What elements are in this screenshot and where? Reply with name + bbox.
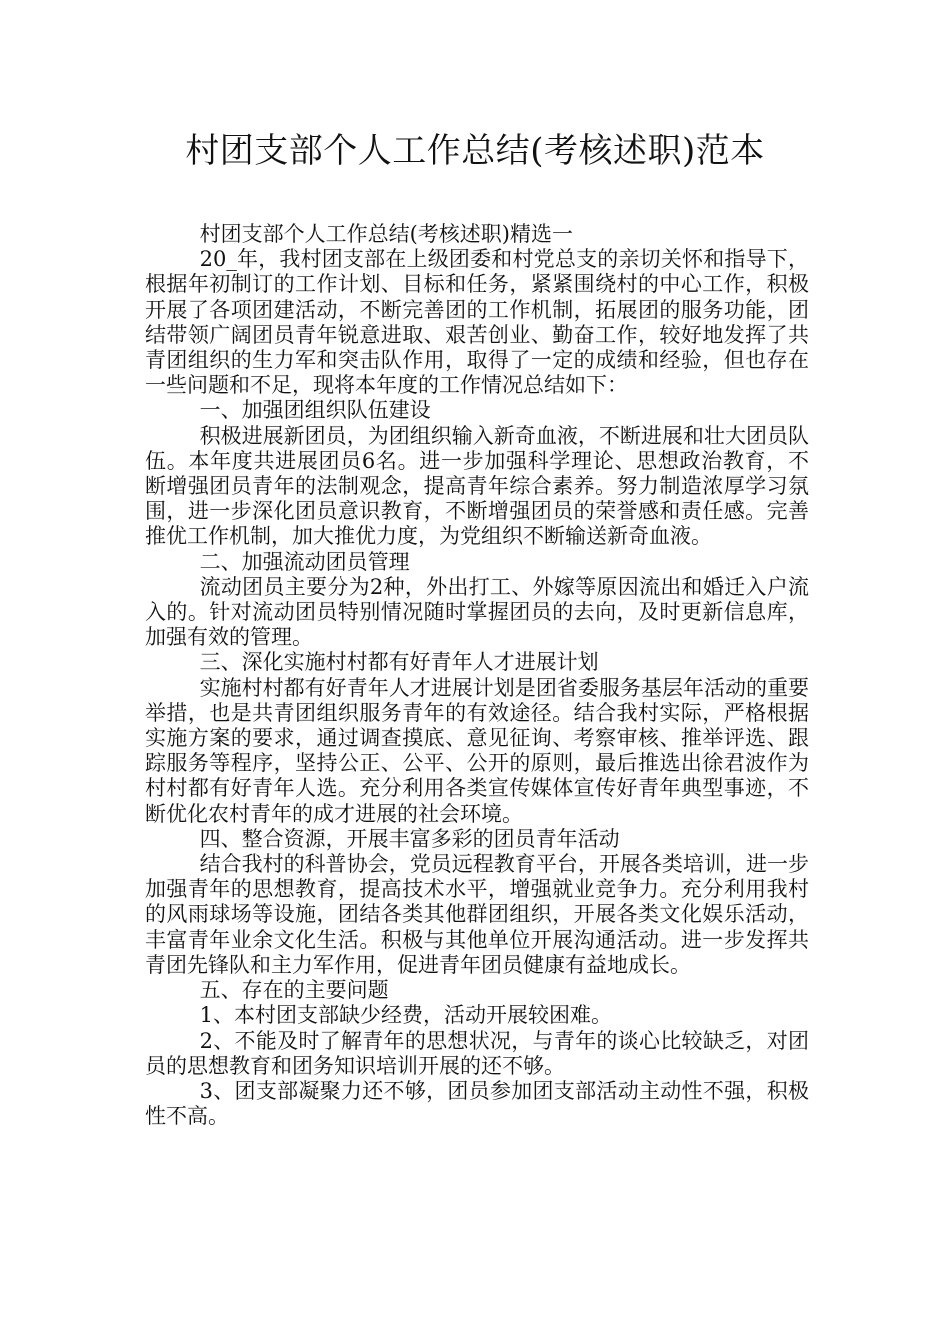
list-item-problem-2: 2、不能及时了解青年的思想状况，与青年的谈心比较缺乏，对团员的思想教育和团务知识培训开展的还不够。 [145,1028,809,1078]
paragraph-3: 实施村村都有好青年人才进展计划是团省委服务基层年活动的重要举措，也是共青团组织服务青年的有效途径。结合我村实际，严格根据实施方案的要求，通过调查摸底、意见征询、考察审核、推举评选、跟踪服务等程序，坚持公正、公平、公开的原则，最后推选出徐君波作为村村都有好青年人选。充分利用各类宣传媒体宣传好青年典型事迹，不断优化农村青年的成才进展的社会环境。 [145,675,809,826]
document-title: 村团支部个人工作总结(考核述职)范本 [185,131,765,171]
section-heading-2: 二、加强流动团员管理 [199,549,410,574]
paragraph-4: 结合我村的科普协会，党员远程教育平台，开展各类培训，进一步加强青年的思想教育，提高技术水平，增强就业竞争力。充分利用我村的风雨球场等设施，团结各类其他群团组织，开展各类文化娱乐活动，丰富青年业余文化生活。积极与其他单位开展沟通活动。进一步发挥共青团先锋队和主力军作用，促进青年团员健康有益地成长。 [145,852,809,977]
list-item-problem-3: 3、团支部凝聚力还不够，团员参加团支部活动主动性不强，积极性不高。 [145,1078,809,1129]
section-heading-5: 五、存在的主要问题 [199,978,389,1003]
section-heading-3: 三、深化实施村村都有好青年人才进展计划 [199,650,599,675]
list-item-problem-1: 1、本村团支部缺少经费，活动开展较困难。 [199,1003,612,1028]
section-heading-intro: 村团支部个人工作总结(考核述职)精选一 [199,222,573,246]
paragraph-2: 流动团员主要分为2种，外出打工、外嫁等原因流出和婚迁入户流入的。针对流动团员特别情况随时掌握团员的去向，及时更新信息库，加强有效的管理。 [145,574,809,650]
section-heading-1: 一、加强团组织队伍建设 [199,398,431,423]
document-body [145,222,809,1129]
section-heading-4: 四、整合资源，开展丰富多彩的团员青年活动 [199,826,620,851]
paragraph-1: 积极进展新团员，为团组织输入新奇血液，不断进展和壮大团员队伍。本年度共进展团员6名。进一步加强科学理论、思想政治教育，不断增强团员青年的法制观念，提高青年综合素养。努力制造浓厚学习氛围，进一步深化团员意识教育，不断增强团员的荣誉感和责任感。完善推优工作机制，加大推优力度，为党组织不断输送新奇血液。 [145,423,809,549]
paragraph-intro: 20_年，我村团支部在上级团委和村党总支的亲切关怀和指导下，根据年初制订的工作计划、目标和任务，紧紧围绕村的中心工作，积极开展了各项团建活动，不断完善团的工作机制，拓展团的服务功能，团结带领广阔团员青年锐意进取、艰苦创业、勤奋工作，较好地发挥了共青团组织的生力军和突击队作用，取得了一定的成绩和经验，但也存在一些问题和不足，现将本年度的工作情况总结如下： [145,247,809,398]
